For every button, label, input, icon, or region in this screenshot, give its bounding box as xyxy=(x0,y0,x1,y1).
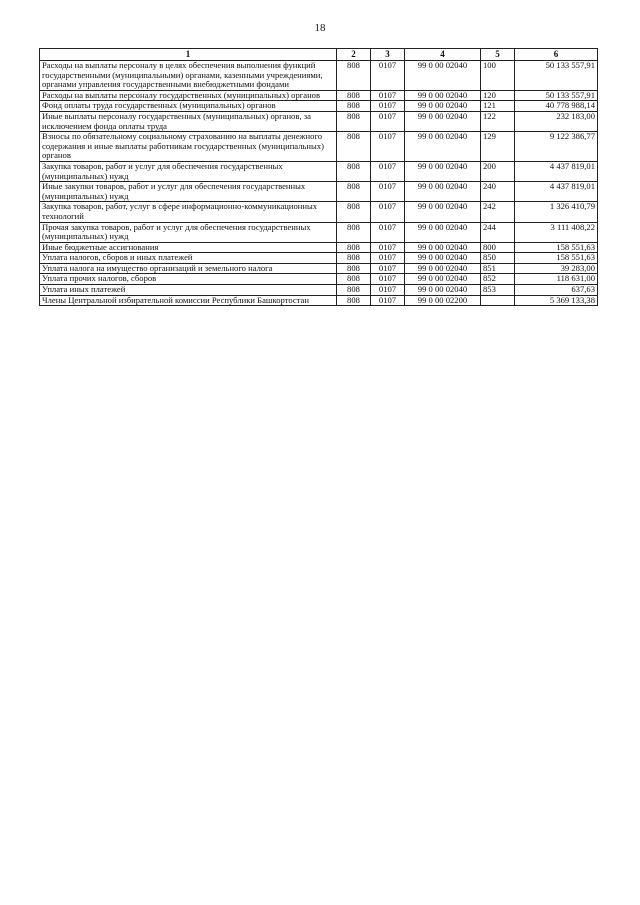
expense-type-code: 240 xyxy=(481,182,515,202)
expense-type-code: 122 xyxy=(481,111,515,131)
expense-name: Взносы по обязательному социальному страхованию на выплаты денежного содержания и иные выплаты работникам государственных (муниципальных) органов xyxy=(40,132,337,162)
expense-name: Иные выплаты персоналу государственных (муниципальных) органов, за исключением фонда оплаты труда xyxy=(40,111,337,131)
column-header: 1 xyxy=(40,49,337,61)
expense-type-code: 200 xyxy=(481,161,515,181)
amount: 1 326 410,79 xyxy=(515,202,598,222)
expense-type-code: 800 xyxy=(481,242,515,253)
expense-type-code: 121 xyxy=(481,101,515,112)
section-code: 0107 xyxy=(371,132,405,162)
target-article-code: 99 0 00 02040 xyxy=(405,61,481,91)
department-code: 808 xyxy=(337,90,371,101)
target-article-code: 99 0 00 02040 xyxy=(405,242,481,253)
amount: 158 551,63 xyxy=(515,242,598,253)
expense-name: Уплата иных платежей xyxy=(40,285,337,296)
department-code: 808 xyxy=(337,263,371,274)
expense-name: Уплата прочих налогов, сборов xyxy=(40,274,337,285)
table-row xyxy=(40,263,598,274)
section-code: 0107 xyxy=(371,253,405,264)
target-article-code: 99 0 00 02040 xyxy=(405,132,481,162)
column-header: 3 xyxy=(371,49,405,61)
target-article-code: 99 0 00 02200 xyxy=(405,295,481,306)
department-code: 808 xyxy=(337,161,371,181)
amount: 50 133 557,91 xyxy=(515,90,598,101)
section-code: 0107 xyxy=(371,161,405,181)
table-row xyxy=(40,274,598,285)
target-article-code: 99 0 00 02040 xyxy=(405,111,481,131)
expense-type-code: 120 xyxy=(481,90,515,101)
department-code: 808 xyxy=(337,61,371,91)
table-row xyxy=(40,101,598,112)
amount: 4 437 819,01 xyxy=(515,182,598,202)
section-code: 0107 xyxy=(371,202,405,222)
department-code: 808 xyxy=(337,222,371,242)
section-code: 0107 xyxy=(371,61,405,91)
amount: 50 133 557,91 xyxy=(515,61,598,91)
target-article-code: 99 0 00 02040 xyxy=(405,285,481,296)
department-code: 808 xyxy=(337,202,371,222)
table-header-row xyxy=(40,49,598,61)
section-code: 0107 xyxy=(371,111,405,131)
target-article-code: 99 0 00 02040 xyxy=(405,101,481,112)
amount: 3 111 408,22 xyxy=(515,222,598,242)
column-header: 5 xyxy=(481,49,515,61)
expense-type-code xyxy=(481,295,515,306)
expense-name: Закупка товаров, работ и услуг для обеспечения государственных (муниципальных) нужд xyxy=(40,161,337,181)
amount: 158 551,63 xyxy=(515,253,598,264)
expense-type-code: 852 xyxy=(481,274,515,285)
amount: 5 369 133,38 xyxy=(515,295,598,306)
table-row xyxy=(40,61,598,91)
target-article-code: 99 0 00 02040 xyxy=(405,253,481,264)
section-code: 0107 xyxy=(371,295,405,306)
table-row xyxy=(40,285,598,296)
table-row xyxy=(40,295,598,306)
section-code: 0107 xyxy=(371,90,405,101)
section-code: 0107 xyxy=(371,222,405,242)
expense-name: Фонд оплаты труда государственных (муниципальных) органов xyxy=(40,101,337,112)
expense-name: Прочая закупка товаров, работ и услуг для обеспечения государственных (муниципальных) нужд xyxy=(40,222,337,242)
department-code: 808 xyxy=(337,182,371,202)
section-code: 0107 xyxy=(371,285,405,296)
amount: 637,63 xyxy=(515,285,598,296)
expense-name: Закупка товаров, работ, услуг в сфере информационно-коммуникационных технологий xyxy=(40,202,337,222)
expense-type-code: 100 xyxy=(481,61,515,91)
section-code: 0107 xyxy=(371,274,405,285)
table-row xyxy=(40,253,598,264)
department-code: 808 xyxy=(337,253,371,264)
page-number: 18 xyxy=(314,22,326,34)
department-code: 808 xyxy=(337,295,371,306)
target-article-code: 99 0 00 02040 xyxy=(405,202,481,222)
expense-name: Иные бюджетные ассигнования xyxy=(40,242,337,253)
table-row xyxy=(40,242,598,253)
section-code: 0107 xyxy=(371,263,405,274)
column-header: 2 xyxy=(337,49,371,61)
department-code: 808 xyxy=(337,274,371,285)
target-article-code: 99 0 00 02040 xyxy=(405,182,481,202)
table-row xyxy=(40,111,598,131)
table-row xyxy=(40,222,598,242)
table-row xyxy=(40,202,598,222)
expense-name: Иные закупки товаров, работ и услуг для обеспечения государственных (муниципальных) нужд xyxy=(40,182,337,202)
department-code: 808 xyxy=(337,132,371,162)
table-row xyxy=(40,182,598,202)
expense-type-code: 851 xyxy=(481,263,515,274)
department-code: 808 xyxy=(337,101,371,112)
expense-type-code: 244 xyxy=(481,222,515,242)
table-row xyxy=(40,132,598,162)
expense-type-code: 242 xyxy=(481,202,515,222)
department-code: 808 xyxy=(337,111,371,131)
section-code: 0107 xyxy=(371,242,405,253)
amount: 39 283,00 xyxy=(515,263,598,274)
target-article-code: 99 0 00 02040 xyxy=(405,263,481,274)
expense-type-code: 850 xyxy=(481,253,515,264)
target-article-code: 99 0 00 02040 xyxy=(405,222,481,242)
expense-name: Уплата налога на имущество организаций и земельного налога xyxy=(40,263,337,274)
expense-name: Уплата налогов, сборов и иных платежей xyxy=(40,253,337,264)
column-header: 6 xyxy=(515,49,598,61)
department-code: 808 xyxy=(337,242,371,253)
target-article-code: 99 0 00 02040 xyxy=(405,274,481,285)
budget-table xyxy=(39,48,598,306)
amount: 4 437 819,01 xyxy=(515,161,598,181)
target-article-code: 99 0 00 02040 xyxy=(405,90,481,101)
target-article-code: 99 0 00 02040 xyxy=(405,161,481,181)
department-code: 808 xyxy=(337,285,371,296)
column-header: 4 xyxy=(405,49,481,61)
expense-name: Члены Центральной избирательной комиссии Республики Башкортостан xyxy=(40,295,337,306)
expense-type-code: 853 xyxy=(481,285,515,296)
table-row xyxy=(40,90,598,101)
section-code: 0107 xyxy=(371,182,405,202)
section-code: 0107 xyxy=(371,101,405,112)
expense-name: Расходы на выплаты персоналу в целях обеспечения выполнения функций государственными (муниципальными) органами, казенными учреждениями, органами управления государственными внебюджетными фондами xyxy=(40,61,337,91)
amount: 9 122 386,77 xyxy=(515,132,598,162)
expense-type-code: 129 xyxy=(481,132,515,162)
amount: 232 183,00 xyxy=(515,111,598,131)
amount: 118 631,00 xyxy=(515,274,598,285)
table-row xyxy=(40,161,598,181)
expense-name: Расходы на выплаты персоналу государственных (муниципальных) органов xyxy=(40,90,337,101)
amount: 40 778 988,14 xyxy=(515,101,598,112)
